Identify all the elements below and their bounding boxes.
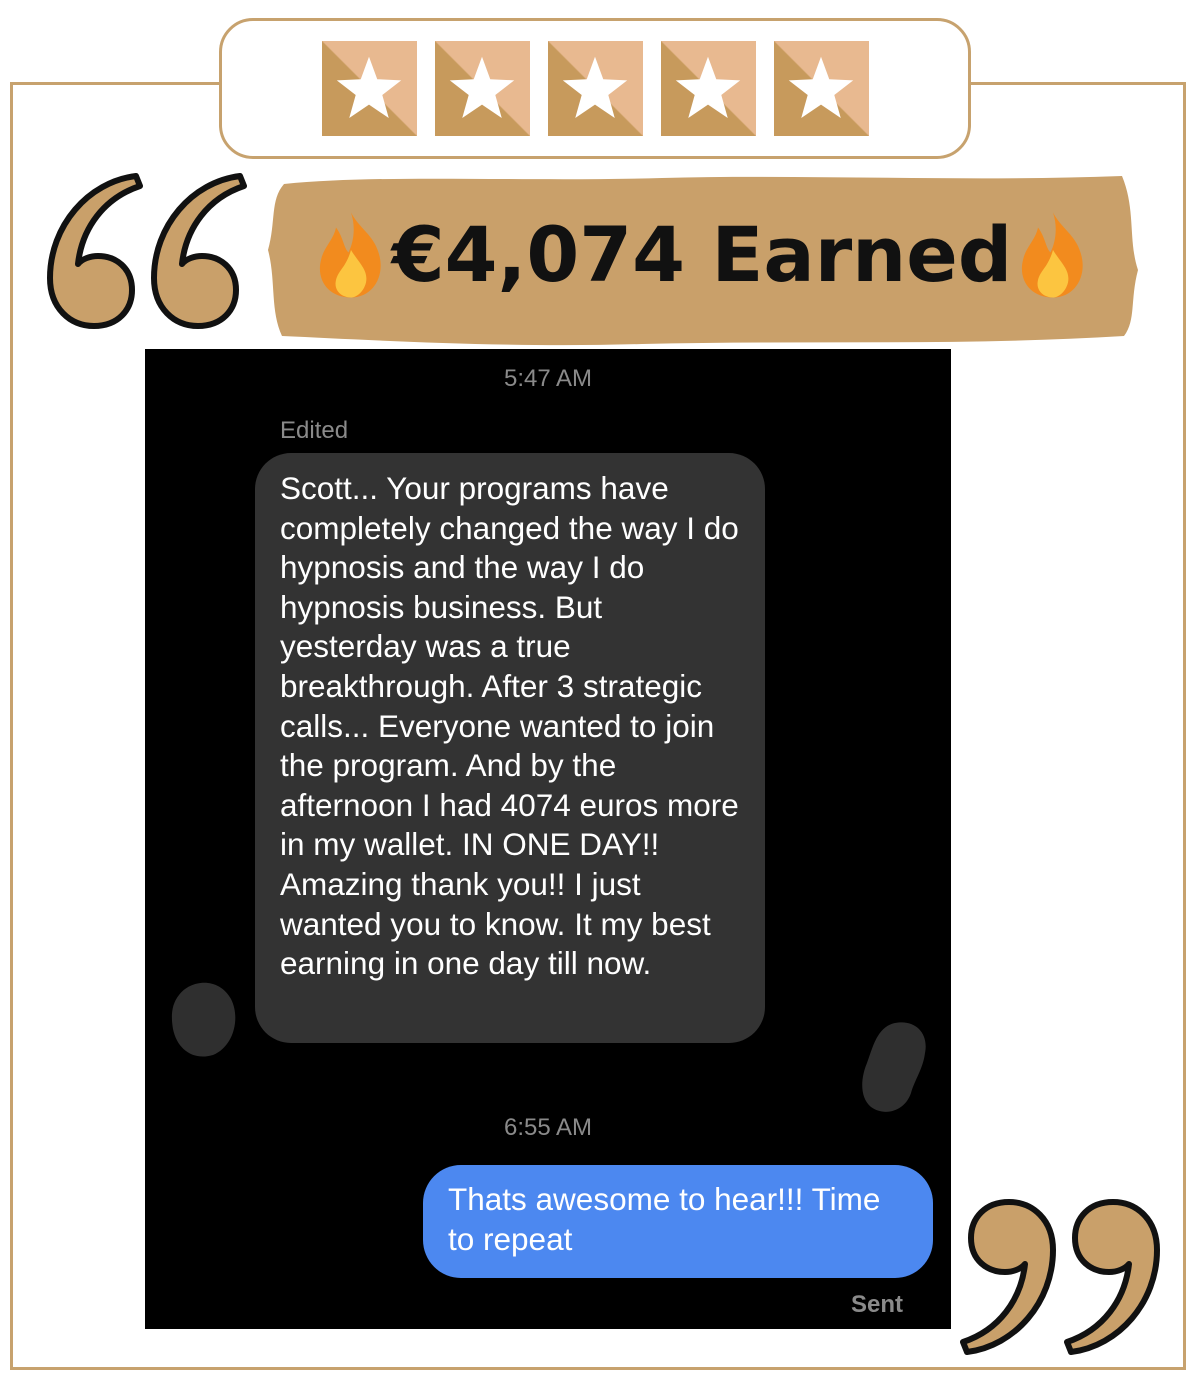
star-tile [435,41,530,136]
received-message-bubble: Scott... Your programs have completely changed the way I do hypnosis and the way I do hypnosis business. But yesterday was a true breakthrough. After 3 strategic calls... Everyone wanted to join the program. And by the afternoon I had 4074 euros more in my wallet. IN ONE DAY!! Amazing thank you!! I just wanted you to know. It my best earning in one day till now. [255,453,765,1043]
edited-label: Edited [280,417,349,444]
star-icon [447,54,517,124]
fire-icon [1012,210,1094,300]
star-icon [673,54,743,124]
timestamp: 6:55 AM [503,1114,593,1141]
star-icon [334,54,404,124]
star-tile [548,41,643,136]
headline-text: €4,074 Earned [391,210,1013,299]
star-tile [661,41,756,136]
star-tile [774,41,869,136]
sent-message-bubble: Thats awesome to hear!!! Time to repeat [423,1165,933,1278]
open-quote-icon [42,168,247,333]
redaction-blob [167,977,239,1059]
close-quote-icon [960,1195,1165,1360]
timestamp: 5:47 AM [503,365,593,392]
fire-icon [310,210,392,300]
chat-screenshot [145,349,951,1329]
redaction-blob [857,1017,931,1117]
star-icon [786,54,856,124]
star-tile [322,41,417,136]
headline [262,170,1142,340]
sent-status: Sent [850,1291,903,1318]
star-icon [560,54,630,124]
star-rating [219,18,971,159]
